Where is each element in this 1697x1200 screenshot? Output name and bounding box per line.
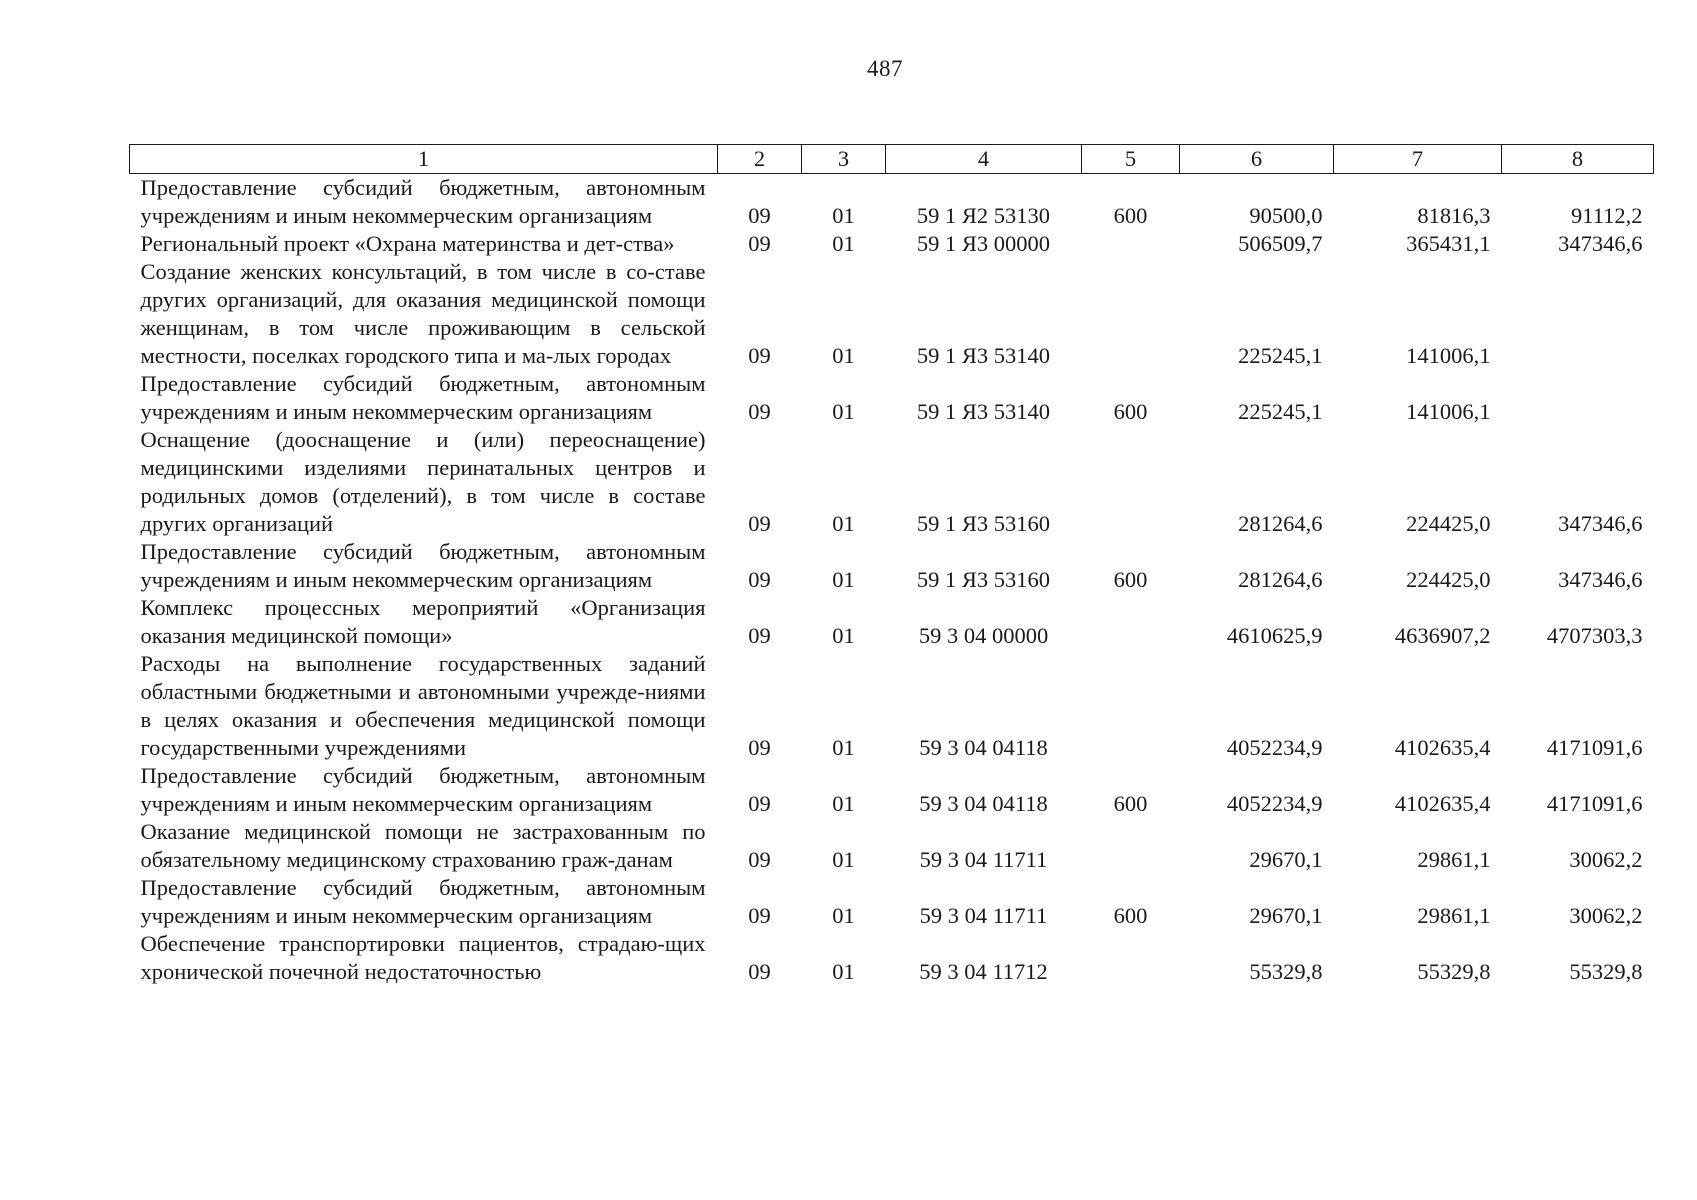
amount-col-7: 29861,1 (1417, 903, 1491, 928)
expense-type-code (1082, 818, 1180, 874)
expense-name: Предоставление субсидий бюджетным, автономным учреждениям и иным некоммерческим организациям (140, 371, 706, 424)
header-cell-8: 8 (1502, 145, 1654, 174)
expense-type-code (1082, 230, 1180, 258)
amount-col-8 (1502, 370, 1654, 426)
subsection-code: 01 (832, 791, 855, 816)
subsection-code: 01 (832, 623, 855, 648)
subsection-code: 01 (832, 959, 855, 984)
section-code: 09 (748, 959, 771, 984)
amount-col-6: 29670,1 (1249, 903, 1323, 928)
amount-col-6: 29670,1 (1249, 847, 1323, 872)
amount-col-8: 30062,2 (1569, 903, 1643, 928)
subsection-code: 01 (832, 567, 855, 592)
amount-col-6: 506509,7 (1238, 231, 1323, 256)
expense-name: Предоставление субсидий бюджетным, автономным учреждениям и иным некоммерческим организациям (140, 875, 706, 928)
amount-col-8: 30062,2 (1569, 847, 1643, 872)
amount-col-6: 4610625,9 (1226, 623, 1323, 648)
expense-name: Региональный проект «Охрана материнства и дет-ства» (140, 231, 675, 256)
expense-name: Предоставление субсидий бюджетным, автономным учреждениям и иным некоммерческим организациям (140, 175, 706, 228)
header-cell-2: 2 (718, 145, 802, 174)
target-article-code: 59 3 04 04118 (919, 791, 1048, 816)
expense-name: Комплекс процессных мероприятий «Организация оказания медицинской помощи» (140, 595, 706, 648)
amount-col-6: 225245,1 (1238, 399, 1323, 424)
amount-col-8: 347346,6 (1558, 511, 1643, 536)
target-article-code: 59 3 04 11712 (919, 959, 1048, 984)
amount-col-6: 281264,6 (1238, 567, 1323, 592)
amount-col-8: 4171091,6 (1546, 735, 1643, 760)
header-cell-1: 1 (130, 145, 718, 174)
amount-col-7: 29861,1 (1417, 847, 1491, 872)
target-article-code: 59 1 Я2 53130 (916, 203, 1051, 228)
expense-name: Создание женских консультаций, в том числе в со-ставе других организаций, для оказания медицинской помощи женщинам, в том числе проживающим в сельской местности, поселках городского типа и ма-лых городах (140, 259, 706, 368)
amount-col-6: 281264,6 (1238, 511, 1323, 536)
section-code: 09 (748, 343, 771, 368)
header-cell-5: 5 (1082, 145, 1180, 174)
expense-type-code (1082, 650, 1180, 762)
table-row (130, 874, 1654, 930)
section-code: 09 (748, 623, 771, 648)
target-article-code: 59 3 04 00000 (918, 623, 1049, 648)
subsection-code: 01 (832, 203, 855, 228)
amount-col-8: 347346,6 (1558, 231, 1643, 256)
budget-table (129, 144, 1654, 986)
subsection-code: 01 (832, 511, 855, 536)
amount-col-7: 365431,1 (1406, 231, 1491, 256)
amount-col-6: 55329,8 (1249, 959, 1323, 984)
table-row (130, 174, 1654, 231)
amount-col-7: 4102635,4 (1394, 735, 1491, 760)
expense-name: Оказание медицинской помощи не застрахованным по обязательному медицинскому страхованию граж-данам (140, 819, 706, 872)
expense-type-code: 600 (1113, 903, 1148, 928)
expense-name: Обеспечение транспортировки пациентов, страдаю-щих хронической почечной недостаточностью (140, 931, 706, 984)
expense-name: Предоставление субсидий бюджетным, автономным учреждениям и иным некоммерческим организациям (140, 763, 706, 816)
table-row (130, 650, 1654, 762)
amount-col-8: 4171091,6 (1546, 791, 1643, 816)
amount-col-8: 55329,8 (1569, 959, 1643, 984)
table-row (130, 230, 1654, 258)
amount-col-7: 141006,1 (1406, 343, 1491, 368)
subsection-code: 01 (832, 735, 855, 760)
subsection-code: 01 (832, 903, 855, 928)
amount-col-7: 4102635,4 (1394, 791, 1491, 816)
amount-col-6: 90500,0 (1249, 203, 1323, 228)
subsection-code: 01 (832, 231, 855, 256)
target-article-code: 59 3 04 11711 (919, 903, 1048, 928)
target-article-code: 59 1 Я3 53160 (916, 567, 1051, 592)
table-body (130, 174, 1654, 987)
amount-col-6: 225245,1 (1238, 343, 1323, 368)
expense-type-code (1082, 426, 1180, 538)
header-cell-3: 3 (802, 145, 886, 174)
amount-col-7: 141006,1 (1406, 399, 1491, 424)
table-row (130, 258, 1654, 370)
section-code: 09 (748, 735, 771, 760)
amount-col-8: 347346,6 (1558, 567, 1643, 592)
header-cell-6: 6 (1180, 145, 1334, 174)
section-code: 09 (748, 847, 771, 872)
table-row (130, 426, 1654, 538)
amount-col-8 (1502, 258, 1654, 370)
expense-name: Оснащение (дооснащение и (или) переоснащение) медицинскими изделиями перинатальных центров и родильных домов (отделений), в том числе в составе других организаций (140, 427, 706, 536)
amount-col-7: 224425,0 (1406, 511, 1491, 536)
section-code: 09 (748, 791, 771, 816)
expense-name: Предоставление субсидий бюджетным, автономным учреждениям и иным некоммерческим организациям (140, 539, 706, 592)
subsection-code: 01 (832, 399, 855, 424)
amount-col-7: 55329,8 (1417, 959, 1491, 984)
page-number: 487 (867, 56, 903, 81)
expense-type-code (1082, 258, 1180, 370)
amount-col-7: 81816,3 (1417, 203, 1491, 228)
expense-type-code (1082, 594, 1180, 650)
table-row (130, 538, 1654, 594)
target-article-code: 59 3 04 04118 (919, 735, 1048, 760)
amount-col-6: 4052234,9 (1226, 735, 1323, 760)
amount-col-8: 91112,2 (1571, 203, 1643, 228)
subsection-code: 01 (832, 847, 855, 872)
amount-col-7: 4636907,2 (1394, 623, 1491, 648)
section-code: 09 (748, 231, 771, 256)
expense-name: Расходы на выполнение государственных заданий областными бюджетными и автономными учрежде-ниями в целях оказания и обеспечения медицинской помощи государственными учреждениями (140, 651, 706, 760)
amount-col-7: 224425,0 (1406, 567, 1491, 592)
section-code: 09 (748, 903, 771, 928)
table-row (130, 594, 1654, 650)
target-article-code: 59 1 Я3 53160 (916, 511, 1051, 536)
expense-type-code: 600 (1113, 567, 1148, 592)
section-code: 09 (748, 203, 771, 228)
section-code: 09 (748, 511, 771, 536)
amount-col-6: 4052234,9 (1226, 791, 1323, 816)
expense-type-code: 600 (1113, 791, 1148, 816)
expense-type-code (1082, 930, 1180, 986)
expense-type-code: 600 (1113, 203, 1148, 228)
target-article-code: 59 1 Я3 53140 (916, 343, 1051, 368)
table-row (130, 370, 1654, 426)
header-row (130, 145, 1654, 174)
section-code: 09 (748, 399, 771, 424)
subsection-code: 01 (832, 343, 855, 368)
target-article-code: 59 3 04 11711 (919, 847, 1048, 872)
table-row (130, 762, 1654, 818)
table-header (130, 145, 1654, 174)
target-article-code: 59 1 Я3 53140 (916, 399, 1051, 424)
header-cell-4: 4 (886, 145, 1082, 174)
table-row (130, 818, 1654, 874)
table-row (130, 930, 1654, 986)
section-code: 09 (748, 567, 771, 592)
expense-type-code: 600 (1113, 399, 1148, 424)
target-article-code: 59 1 Я3 00000 (916, 231, 1051, 256)
amount-col-8: 4707303,3 (1546, 623, 1643, 648)
header-cell-7: 7 (1334, 145, 1502, 174)
